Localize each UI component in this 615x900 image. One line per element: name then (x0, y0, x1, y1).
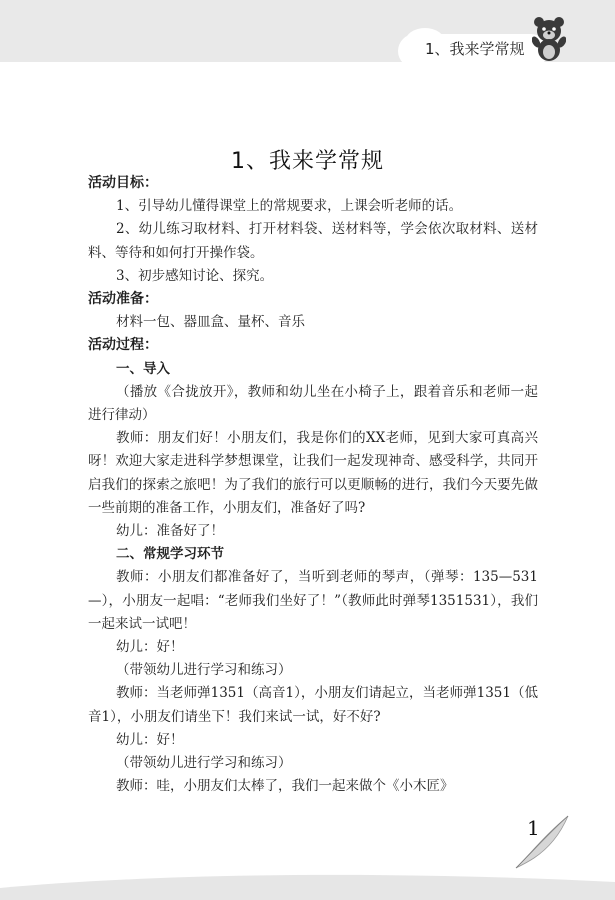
bear-icon (532, 14, 566, 62)
page-title: 1、我来学常规 (231, 149, 384, 174)
subsection-heading-intro: 一、导入 (116, 360, 170, 377)
goal-item: 3、初步感知讨论、探究。 (116, 267, 274, 284)
section-heading-prep: 活动准备： (88, 291, 158, 308)
section-heading-process: 活动过程： (88, 337, 158, 354)
paragraph: （带领幼儿进行学习和练习） (116, 755, 292, 772)
paragraph: 教师：小朋友们都准备好了，当听到老师的琴声，（弹琴：135—531—），小朋友一起唱：“老师我们坐好了！”（教师此时弹琴1351531），我们一起来试一试吧！ (88, 569, 538, 632)
section-heading-goals: 活动目标： (88, 175, 158, 191)
page-number: 1 (527, 816, 540, 840)
prep-materials: 材料一包、器皿盒、量杯、音乐 (116, 314, 305, 331)
paragraph: （带领幼儿进行学习和练习） (116, 662, 292, 679)
footer-wave-decoration (0, 868, 615, 900)
paragraph: 幼儿：准备好了！ (116, 523, 224, 540)
paragraph: 教师：朋友们好！小朋友们，我是你们的XX老师，见到大家可真高兴呀！欢迎大家走进科学梦想课堂，让我们一起发现神奇、感受科学，共同开启我们的探索之旅吧！为了我们的旅行可以更顺畅的进行，我们今天要先做一些前期的准备工作，小朋友们，准备好了吗? (88, 430, 538, 516)
running-title: 1、我来学常规 (425, 40, 525, 58)
paragraph: （播放《合拢放开》，教师和幼儿坐在小椅子上，跟着音乐和老师一起进行律动） (88, 383, 538, 424)
paragraph: 教师：哇，小朋友们太棒了，我们一起来做个《小木匠》 (116, 778, 454, 795)
goal-item: 2、幼儿练习取材料、打开材料袋、送材料等，学会依次取材料、送材料、等待和如何打开操作袋。 (88, 221, 538, 261)
paragraph: 幼儿：好！ (116, 639, 184, 656)
paragraph: 幼儿：好！ (116, 731, 184, 748)
document-body (88, 172, 538, 798)
paragraph: 教师：当老师弹1351（高音1），小朋友们请起立，当老师弹1351（低音1），小朋友们请坐下！我们来试一试，好不好? (88, 685, 538, 725)
goal-item: 1、引导幼儿懂得课堂上的常规要求，上课会听老师的话。 (116, 198, 463, 215)
quill-icon (512, 812, 572, 870)
subsection-heading-routine: 二、常规学习环节 (116, 546, 224, 563)
